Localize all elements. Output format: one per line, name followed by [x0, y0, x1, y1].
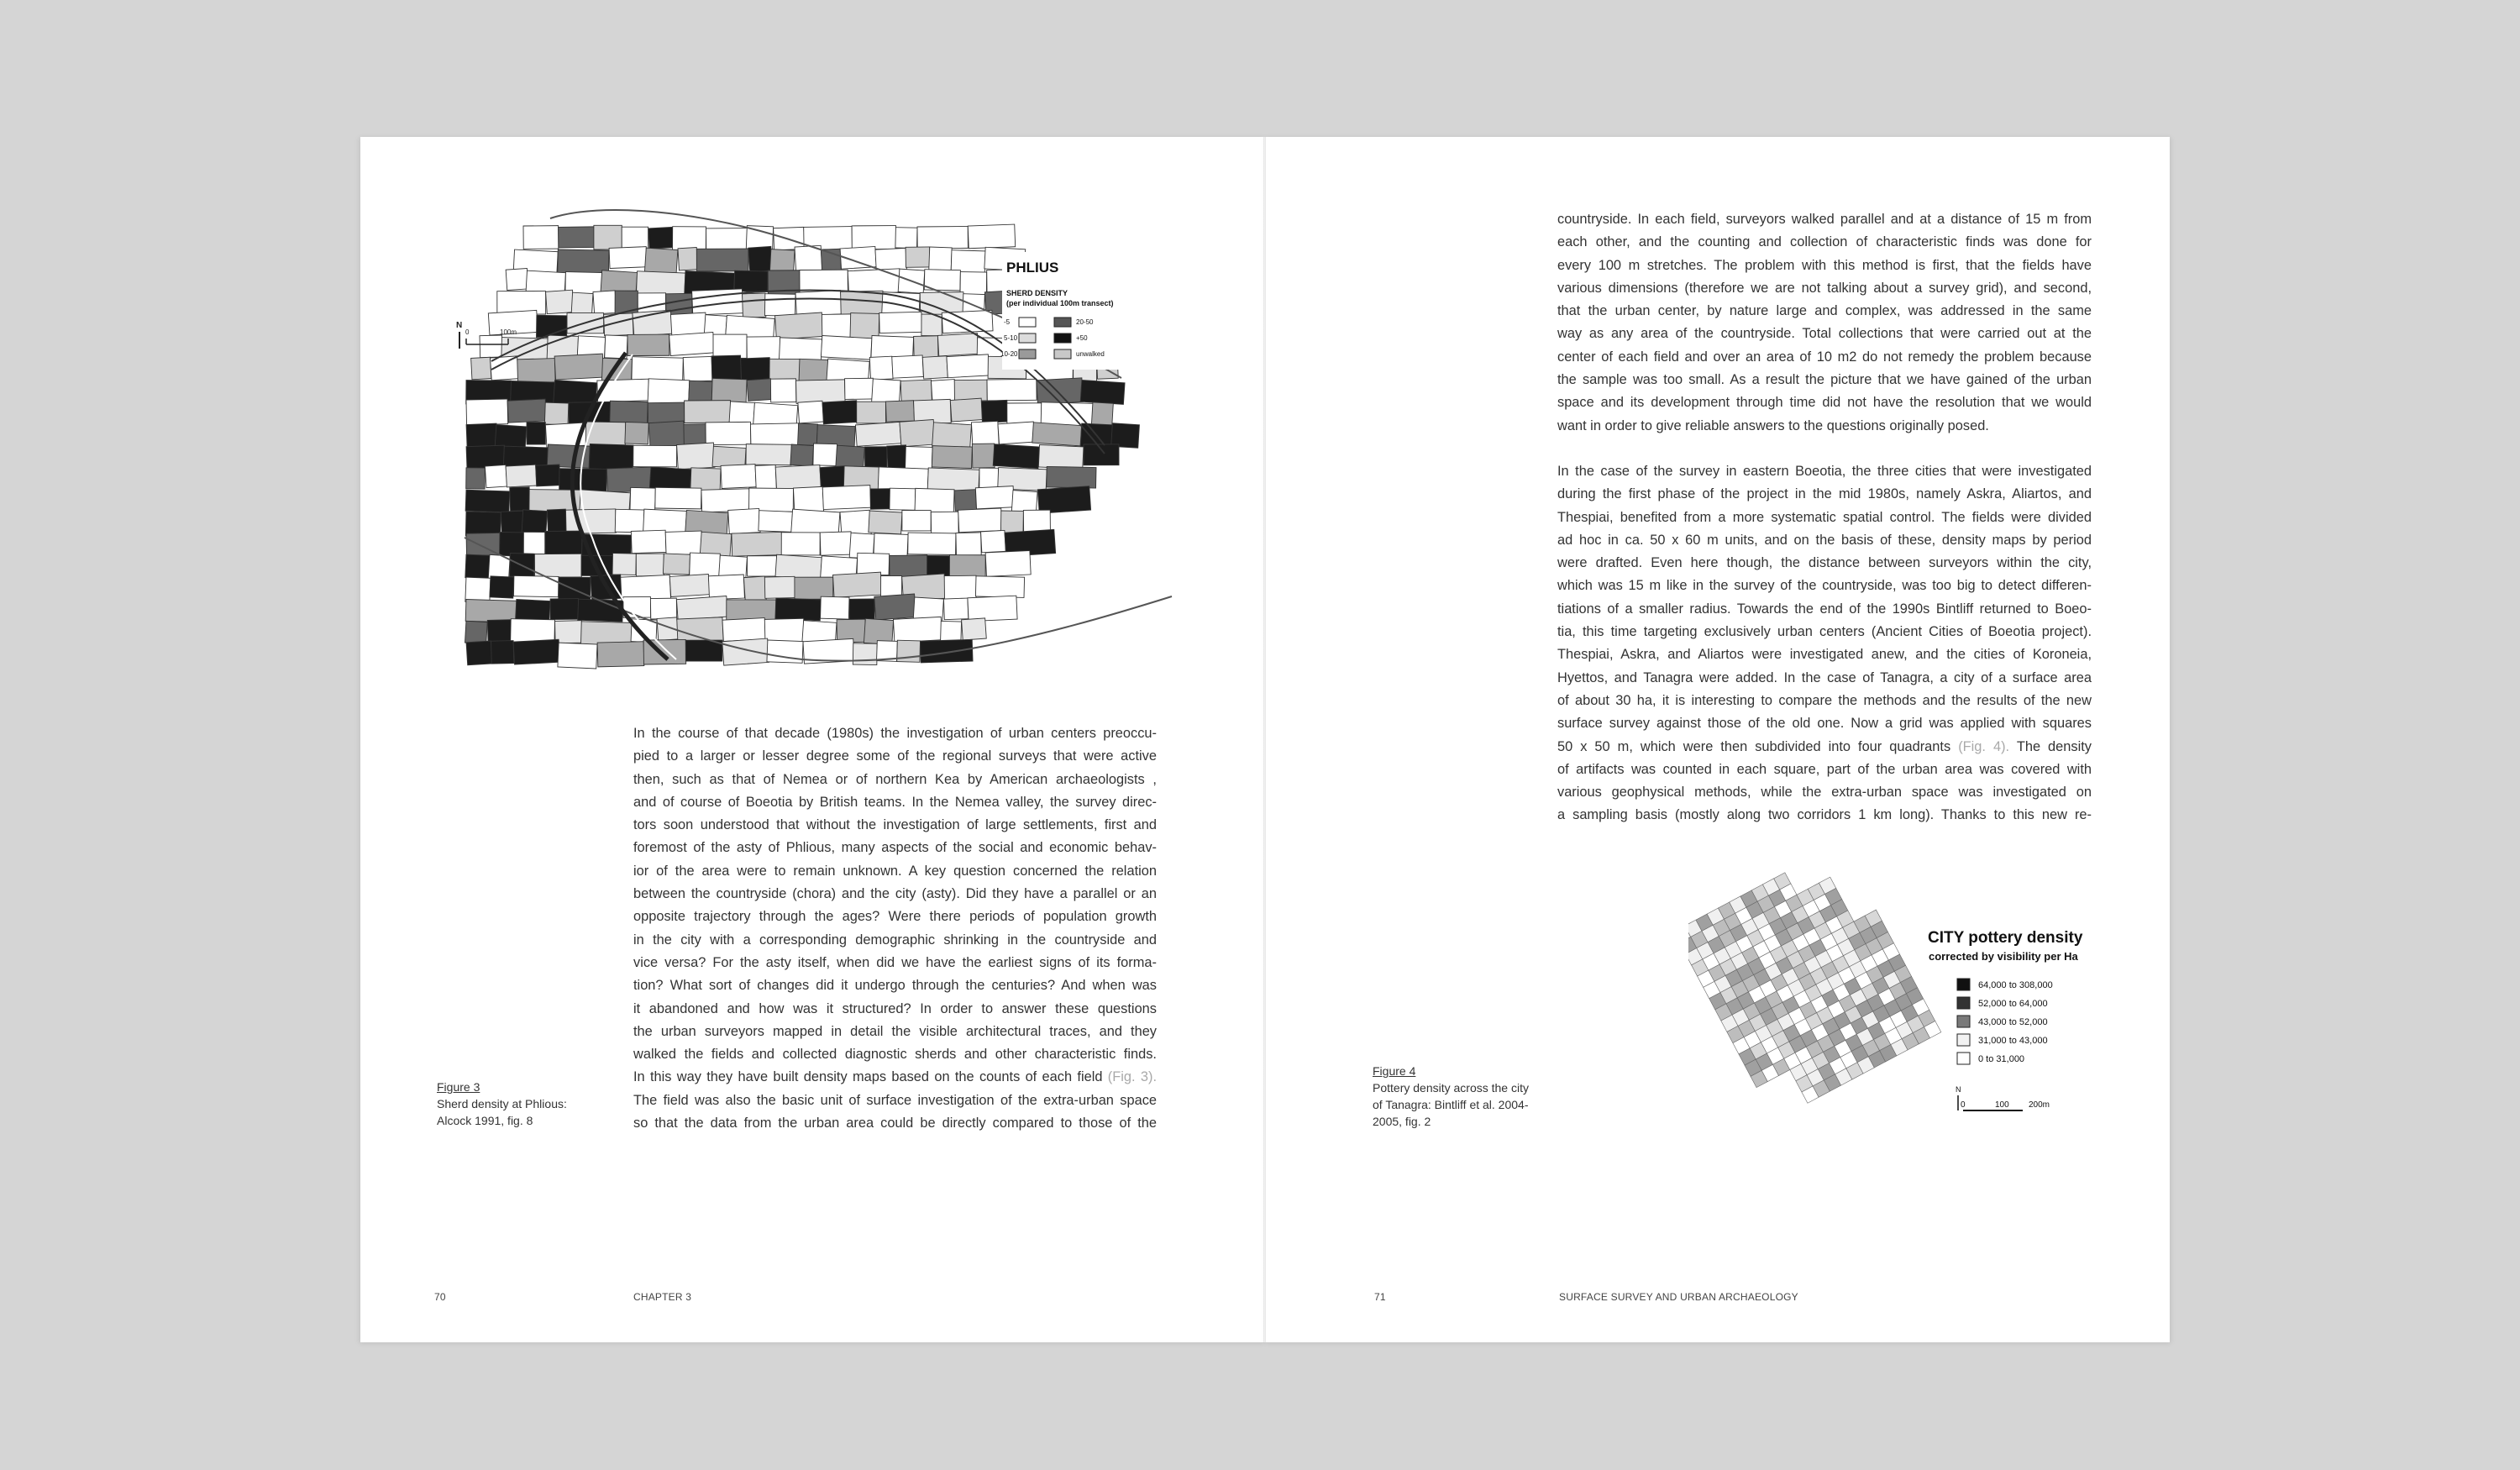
map-field [987, 379, 1037, 401]
map-field [523, 532, 544, 554]
body-line: were drafted. Even here though, the distance between surveyors within the city, [1557, 555, 2092, 571]
body-line: space and its development through time did not have the resolution that we would [1557, 395, 2092, 411]
caption-line: Alcock 1991, fig. 8 [437, 1114, 533, 1127]
map-field [706, 422, 751, 444]
map-field [1080, 380, 1125, 404]
map-field [507, 399, 546, 423]
map-field [746, 444, 791, 465]
map-field [547, 509, 566, 533]
legend-swatch [1957, 1053, 1970, 1064]
map-field [962, 618, 987, 640]
map-field [610, 401, 648, 423]
map-field [931, 512, 958, 533]
map-field [796, 380, 846, 404]
body-line: want in order to give reliable answers to the questions originally posed. [1557, 417, 1989, 433]
map-field [920, 639, 973, 663]
body-line: various geophysical methods, while the extra-urban space was investigated on [1557, 785, 2092, 801]
map-field [465, 554, 490, 579]
map-field [937, 333, 979, 356]
body-line: that the urban center, by nature large and complex, was addressed in the same [1557, 303, 2092, 319]
map-field [728, 508, 760, 533]
map-field [781, 533, 820, 555]
map-field [630, 487, 655, 512]
map-field [1032, 423, 1082, 446]
map-field [921, 314, 942, 336]
map-field [954, 490, 976, 512]
map-field [793, 486, 823, 512]
map-field [559, 227, 595, 248]
phlius-legend-label: +50 [1076, 334, 1088, 342]
body-line: and of course of Boeotia by British teams. In the Nemea valley, the survey direc- [633, 794, 1157, 810]
legend-label: 31,000 to 43,000 [1978, 1036, 2048, 1046]
map-field [906, 447, 932, 470]
map-field [775, 554, 822, 580]
map-field [822, 486, 871, 510]
phlius-legend-label: 20-50 [1076, 318, 1094, 326]
map-field [513, 639, 559, 664]
map-field [798, 423, 818, 446]
body-line: vice versa? For the asty itself, when did we have the earliest signs of its forma- [633, 954, 1157, 970]
body-line: ior of the area were to remain unknown. A key question concerned the relation [633, 863, 1157, 879]
body-line: of about 30 ha, it is interesting to compare the methods and the results of the new [1557, 692, 2092, 708]
map-field [833, 572, 882, 597]
map-field [597, 642, 644, 667]
page-number-right: 71 [1374, 1291, 1386, 1303]
map-field [465, 577, 491, 602]
map-field [968, 596, 1017, 622]
body-line: In this way they have built density maps based on the counts of each field (Fig. 3). [633, 1069, 1157, 1085]
map-field [798, 401, 824, 423]
map-field [643, 509, 687, 533]
map-field [893, 617, 942, 642]
body-line: pied to a larger or lesser degree some of the regional surveys that were active [633, 748, 1157, 764]
map-field [594, 225, 622, 249]
body-line: 50 x 50 m, which were then subdivided into four quadrants (Fig. 4). The density [1557, 738, 2092, 754]
map-field [993, 444, 1039, 469]
map-field [554, 354, 604, 380]
map-field [1011, 491, 1037, 513]
map-field [701, 489, 750, 512]
body-line: walked the fields and collected diagnostic sherds and other characteristic finds. [633, 1047, 1157, 1063]
figure-reference[interactable]: (Fig. 3). [1107, 1069, 1157, 1085]
map-field [879, 312, 922, 333]
map-field [902, 510, 931, 530]
map-field [747, 379, 772, 402]
map-field [890, 488, 916, 510]
map-field [981, 400, 1008, 423]
map-field [683, 356, 712, 381]
body-line: center of each field and over an area of 10 m2 do not remedy the problem because [1557, 349, 2092, 365]
map-field [669, 574, 710, 596]
body-line: various dimensions (therefore we are not talking about a survey grid), and second, [1557, 280, 2092, 296]
map-field [627, 334, 669, 356]
legend-swatch [1957, 997, 1970, 1009]
body-line: in the city with a corresponding demographic shrinking in the countryside and [633, 932, 1157, 948]
map-field [947, 354, 990, 378]
map-field [869, 356, 893, 380]
map-field [748, 246, 773, 272]
legend-label: 52,000 to 64,000 [1978, 999, 2048, 1009]
tanagra-north: N [1956, 1085, 1961, 1094]
map-field [558, 643, 597, 669]
map-field [943, 598, 968, 620]
map-field [517, 359, 555, 383]
map-field [506, 465, 537, 487]
map-field [648, 421, 685, 448]
map-field [900, 419, 935, 446]
map-field [593, 291, 617, 314]
map-field [958, 508, 1002, 533]
map-field [700, 532, 731, 556]
caption-title: Figure 4 [1373, 1064, 1416, 1078]
map-field [821, 596, 849, 619]
body-line: the sample was too small. As a result the picture that we have gained of the urban [1557, 372, 2092, 388]
figure-3-caption [437, 1079, 605, 1129]
body-line: between the countryside (chora) and the city (asty). Did they have a parallel or an [633, 886, 1157, 902]
map-field [954, 380, 987, 401]
map-field [795, 577, 833, 599]
body-line: it abandoned and how was it structured? In order to answer these questions [633, 1000, 1157, 1016]
body-line: tors soon understood that without the investigation of large settlements, first and [633, 817, 1157, 833]
map-field [713, 334, 747, 358]
map-field [1037, 378, 1084, 405]
body-line: In the course of that decade (1980s) the investigation of urban centers preoccu- [633, 726, 1157, 741]
map-field [1084, 444, 1119, 465]
map-field [906, 247, 930, 267]
tanagra-map-subtitle: corrected by visibility per Ha [1929, 950, 2078, 963]
legend-label: 0 to 31,000 [1978, 1054, 2025, 1064]
map-field [747, 337, 780, 360]
map-field [676, 596, 727, 621]
body-line: The field was also the basic unit of surface investigation of the extra-urban space [633, 1092, 1157, 1108]
map-field [497, 291, 546, 315]
map-field [981, 530, 1006, 552]
map-field [950, 398, 983, 422]
map-field [870, 489, 890, 510]
running-head-right: SURFACE SURVEY AND URBAN ARCHAEOLOGY [1559, 1291, 1798, 1303]
body-line: foremost of the asty of Phlious, many aspects of the social and economic behav- [633, 840, 1157, 856]
map-field [696, 249, 748, 271]
map-field [960, 272, 987, 297]
legend-label: 43,000 to 52,000 [1978, 1017, 2048, 1027]
map-field [466, 423, 497, 447]
map-field [887, 445, 907, 470]
map-field [885, 401, 914, 423]
map-field [466, 641, 492, 665]
map-field [650, 598, 676, 619]
caption-title: Figure 3 [437, 1080, 480, 1094]
map-field [813, 444, 837, 465]
body-line: a sampling basis (mostly along two corridors 1 km long). Thanks to this new re- [1557, 807, 2092, 823]
map-field [743, 576, 766, 602]
map-field [589, 444, 633, 470]
body-line: Thespiai, benefited from a more systematic spatial control. The fields were divided [1557, 509, 2092, 525]
map-field [895, 228, 917, 249]
body-line: Hyettos, and Tanagra were added. In the case of Tanagra, a city of a surface area [1557, 669, 2092, 685]
map-field [491, 641, 514, 664]
phlius-scale-label: 100m [500, 328, 517, 336]
map-field [625, 422, 648, 444]
legend-swatch [1957, 1016, 1970, 1027]
body-line: In the case of the survey in eastern Boeotia, the three cities that were investigated [1557, 463, 2092, 479]
map-field [665, 531, 702, 555]
map-field [900, 380, 932, 403]
map-field [636, 554, 664, 576]
map-field [929, 247, 952, 270]
map-field [480, 335, 502, 358]
tanagra-scale-zero: 0 [1961, 1100, 1966, 1110]
page-number-left: 70 [434, 1291, 446, 1303]
legend-swatch [1957, 1034, 1970, 1046]
phlius-legend-label: 5-10 [1004, 334, 1018, 342]
phlius-legend-title: SHERD DENSITY [1006, 289, 1068, 297]
map-field [932, 446, 972, 469]
map-field [850, 313, 879, 339]
map-field [775, 598, 821, 621]
map-field [956, 533, 981, 556]
map-field [915, 488, 954, 512]
map-field [465, 490, 510, 512]
map-field [487, 620, 512, 643]
map-field [565, 509, 616, 533]
map-field [908, 533, 956, 554]
phlius-legend-label: -5 [1004, 318, 1011, 326]
map-field [678, 248, 698, 270]
map-field [706, 228, 748, 250]
map-field [971, 421, 999, 447]
map-field [732, 532, 782, 556]
phlius-map [449, 202, 1184, 672]
map-field [790, 444, 814, 466]
map-field [770, 379, 795, 402]
map-field [609, 247, 647, 269]
map-field [711, 355, 741, 381]
map-field [465, 621, 487, 643]
map-field [485, 465, 507, 487]
body-line: which was 15 m like in the survey of the countryside, was too big to detect differen- [1557, 578, 2092, 594]
map-field [495, 425, 527, 448]
map-field [536, 465, 560, 486]
map-field [764, 294, 795, 317]
map-field [922, 356, 948, 379]
map-field [755, 465, 776, 490]
body-line: Thespiai, Askra, and Aliartos were investigated anew, and the cities of Koroneia, [1557, 647, 2092, 663]
map-field [655, 487, 701, 509]
map-field [721, 465, 756, 489]
map-field [466, 399, 508, 425]
phlius-legend-subtitle: (per individual 100m transect) [1006, 299, 1114, 307]
map-field [677, 617, 723, 643]
map-field [465, 599, 517, 622]
map-field [534, 554, 581, 577]
tanagra-map-title: CITY pottery density [1928, 929, 2083, 947]
map-field [743, 293, 766, 318]
right-body-text [1557, 208, 2092, 827]
map-field [764, 576, 795, 598]
body-line: way as any area of the countryside. Total collections that were carried out at the [1557, 326, 2092, 342]
phlius-map-title: PHLIUS [1006, 260, 1059, 276]
map-field [853, 643, 877, 665]
phlius-north: N [456, 321, 463, 330]
caption-line: 2005, fig. 2 [1373, 1115, 1431, 1128]
body-line: each other, and the counting and collection of characteristic finds was done for [1557, 234, 2092, 250]
tanagra-scale-end: 200m [2029, 1100, 2050, 1110]
map-field [869, 511, 902, 534]
map-field [821, 335, 872, 360]
map-field [689, 381, 712, 402]
map-field [669, 332, 715, 355]
tanagra-scale-mid: 100 [1995, 1100, 2009, 1110]
map-field [466, 468, 486, 489]
map-field [820, 532, 852, 555]
body-line: so that the data from the urban area could be directly compared to those of the [633, 1116, 1157, 1131]
map-field [722, 618, 766, 642]
map-field [875, 248, 906, 270]
map-field [1037, 486, 1090, 514]
map-field [644, 248, 677, 273]
running-head-left: CHAPTER 3 [633, 1291, 692, 1303]
map-field [711, 378, 747, 402]
phlius-legend-label: 10-20 [1000, 350, 1018, 358]
map-field [775, 312, 824, 339]
tanagra-grid-cells [1688, 865, 1941, 1121]
map-field [677, 443, 716, 470]
figure-4-caption [1373, 1063, 1566, 1130]
map-field [558, 249, 609, 276]
map-field [685, 640, 722, 661]
map-field [612, 554, 636, 575]
map-field [550, 599, 579, 620]
caption-line: Sherd density at Phlious: [437, 1097, 567, 1110]
body-line: ad hoc in ca. 50 x 60 m units, and on the basis of these, density maps by period [1557, 532, 2092, 548]
tanagra-map [1688, 865, 2108, 1134]
map-field [1038, 445, 1084, 470]
map-field [471, 357, 491, 380]
map-field [722, 638, 769, 665]
map-field [749, 488, 794, 512]
map-field [663, 554, 690, 575]
legend-swatch [1957, 979, 1970, 990]
body-line: tia, this time targeting exclusively urban centers (Ancient Cities of Boeotia project). [1557, 624, 2092, 640]
map-field [748, 556, 777, 576]
body-line: surface survey against those of the old one. Now a grid was applied with squares [1557, 716, 2092, 732]
map-field [490, 576, 514, 598]
map-field [985, 551, 1031, 577]
map-field [544, 402, 568, 425]
body-line: then, such as that of Nemea or of northern Kea by American archaeologists , [633, 771, 1157, 787]
body-line: of artifacts was counted in each square, part of the urban area was covered with [1557, 761, 2092, 777]
map-field [822, 401, 858, 424]
body-line: tiations of a smaller radius. Towards the end of the 1990s Bintliff returned to Boeo- [1557, 601, 2092, 617]
map-field [975, 576, 1024, 598]
body-line: during the first phase of the project in the mid 1980s, namely Askra, Aliartos, and [1557, 486, 2092, 502]
phlius-scale-zero: 0 [465, 328, 470, 336]
map-field [878, 467, 928, 491]
map-field [822, 314, 851, 338]
map-field [874, 594, 916, 620]
body-line: countryside. In each field, surveyors walked parallel and at a distance of 15 m from [1557, 212, 2092, 227]
map-field [510, 487, 530, 512]
map-field [527, 423, 545, 445]
map-field [968, 224, 1015, 249]
map-field [845, 378, 874, 399]
map-field [522, 510, 547, 535]
map-field [648, 227, 674, 249]
map-field [648, 402, 685, 423]
caption-line: Pottery density across the city [1373, 1081, 1529, 1095]
map-field [972, 444, 995, 468]
map-field [857, 402, 886, 423]
map-field [1047, 466, 1096, 488]
map-field [615, 509, 644, 533]
map-field [852, 226, 896, 249]
map-field [917, 226, 968, 248]
body-line: the urban surveyors mapped in detail the visible architectural traces, and they [633, 1023, 1157, 1039]
phlius-legend-label: unwalked [1076, 350, 1105, 358]
map-field [872, 379, 900, 404]
map-field [506, 269, 528, 291]
map-field [523, 226, 559, 249]
map-field [559, 469, 607, 492]
map-field [631, 530, 666, 553]
left-body-text [633, 722, 1157, 1135]
map-field [892, 355, 924, 378]
figure-reference[interactable]: (Fig. 4). [1958, 738, 2010, 754]
map-field [764, 618, 804, 643]
map-field [633, 445, 677, 467]
map-field [865, 447, 887, 470]
map-field [648, 379, 690, 406]
map-field [949, 555, 985, 578]
map-field [637, 271, 685, 296]
caption-line: of Tanagra: Bintliff et al. 2004- [1373, 1098, 1529, 1111]
map-field [759, 511, 793, 533]
legend-label: 64,000 to 308,000 [1978, 980, 2053, 990]
map-field [944, 575, 976, 601]
map-field [857, 553, 890, 575]
body-line: every 100 m stretches. The problem with this method is first, that the fields have [1557, 257, 2092, 273]
map-field [545, 531, 583, 555]
map-field [855, 422, 900, 446]
map-field [998, 422, 1035, 444]
map-field [685, 401, 731, 423]
tanagra-legend [1957, 979, 2053, 1064]
map-field [841, 291, 884, 317]
body-line: tion? What sort of changes did it undergo through the centuries? And when was [633, 978, 1157, 994]
map-field [546, 290, 575, 313]
map-field [975, 486, 1014, 509]
book-gutter [1263, 137, 1266, 1342]
map-field [750, 423, 799, 448]
body-line: opposite trajectory through the ages? Were there periods of population growth [633, 909, 1157, 925]
map-field [932, 423, 972, 449]
